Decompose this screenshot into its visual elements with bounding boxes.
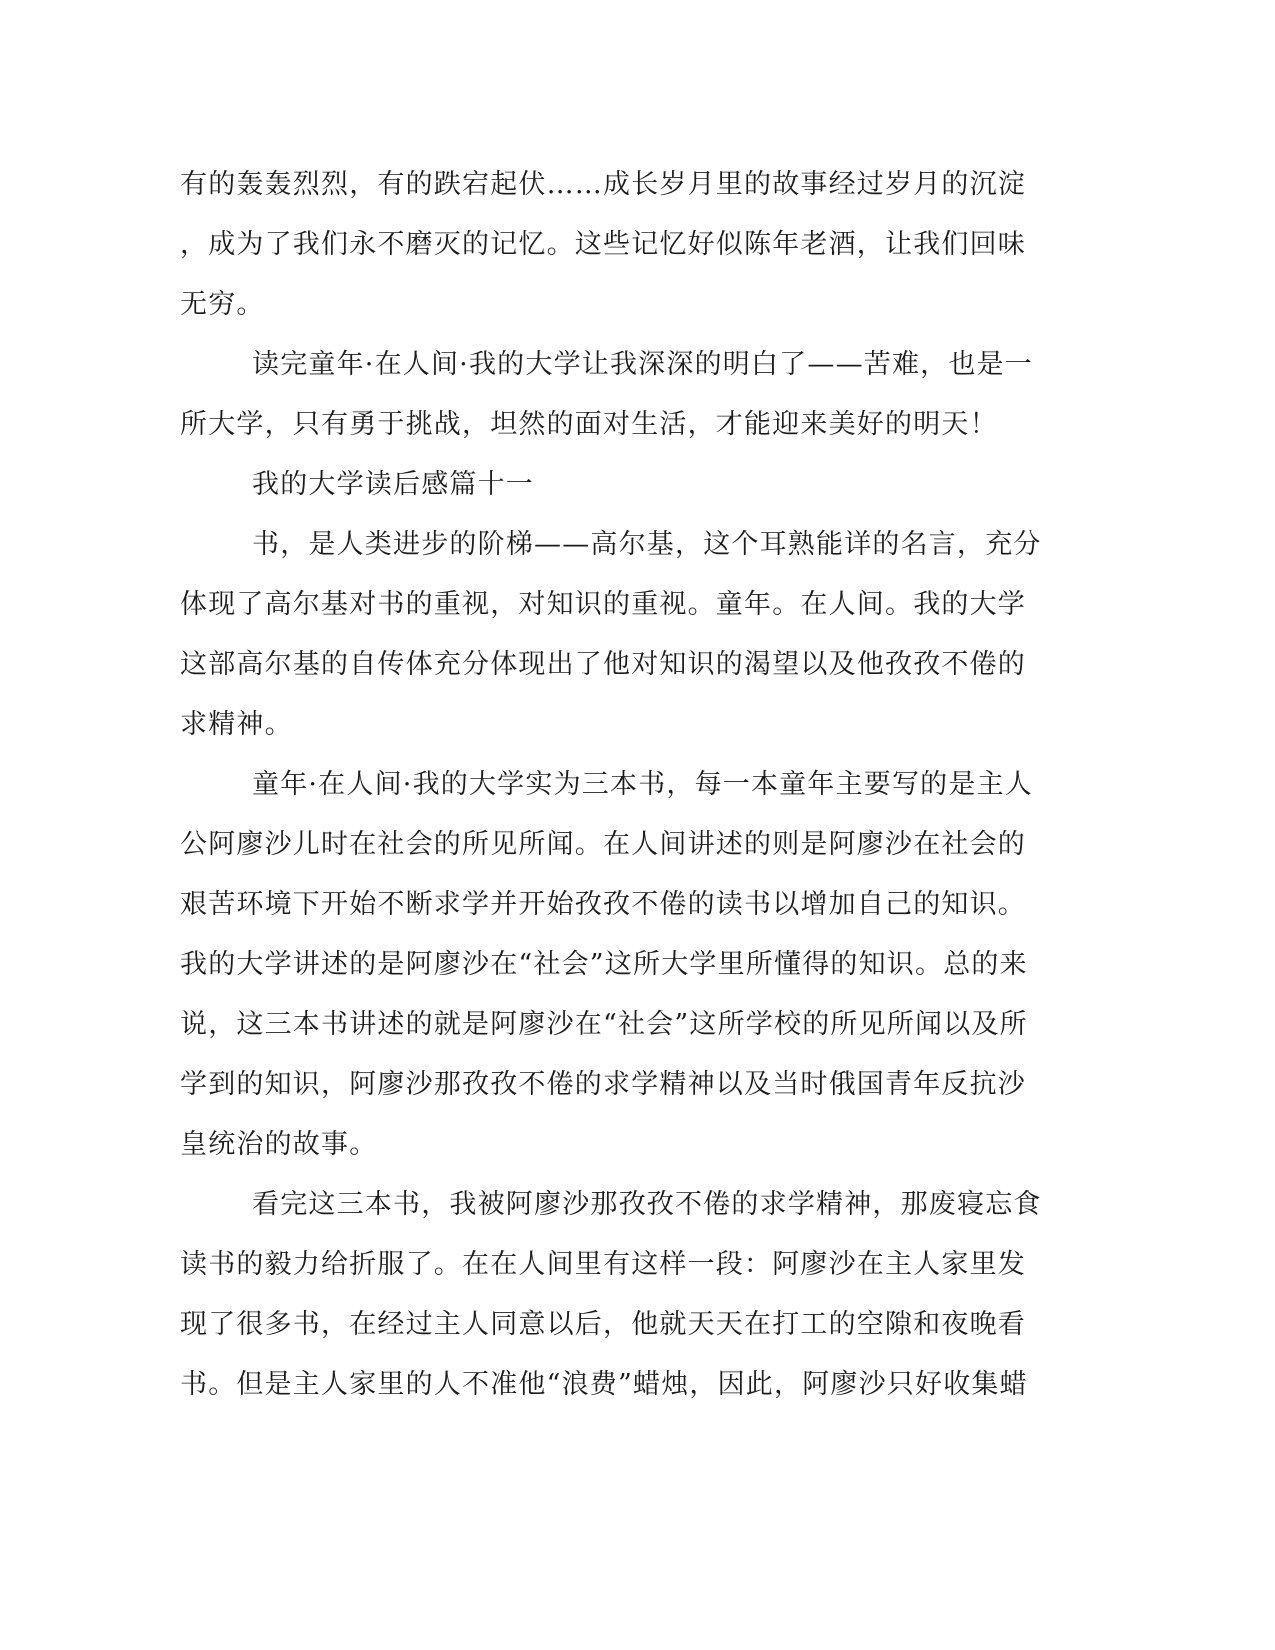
text-line: 皇统治的故事。: [180, 1129, 378, 1160]
body-text: [180, 155, 1042, 1415]
text-line: 体现了高尔基对书的重视，对知识的重视。童年。在人间。我的大学: [180, 589, 1026, 620]
paragraph-start-line: 童年·在人间·我的大学实为三本书，每一本童年主要写的是主人: [252, 769, 1033, 800]
text-line: 这部高尔基的自传体充分体现出了他对知识的渴望以及他孜孜不倦的: [180, 649, 1026, 680]
text-line: 现了很多书，在经过主人同意以后，他就天天在打工的空隙和夜晚看: [180, 1309, 1026, 1340]
paragraph-start-line: 读完童年·在人间·我的大学让我深深的明白了——苦难，也是一: [252, 349, 1033, 380]
text-line: 书。但是主人家里的人不准他“浪费”蜡烛，因此，阿廖沙只好收集蜡: [180, 1369, 1028, 1400]
text-line: 艰苦环境下开始不断求学并开始孜孜不倦的读书以增加自己的知识。: [180, 889, 1026, 920]
text-line: 求精神。: [180, 709, 293, 740]
text-line: 无穷。: [180, 289, 265, 320]
text-line: 有的轰轰烈烈，有的跌宕起伏……成长岁月里的故事经过岁月的沉淀: [180, 169, 1026, 200]
text-line: ，成为了我们永不磨灭的记忆。这些记忆好似陈年老酒，让我们回味: [180, 229, 1026, 260]
paragraph-start-line: 书，是人类进步的阶梯——高尔基，这个耳熟能详的名言，充分: [252, 529, 1042, 560]
text-line: 学到的知识，阿廖沙那孜孜不倦的求学精神以及当时俄国青年反抗沙: [180, 1069, 1026, 1100]
text-line: 所大学，只有勇于挑战，坦然的面对生活，才能迎来美好的明天！: [180, 409, 998, 440]
section-heading: 我的大学读后感篇十一: [252, 469, 534, 500]
text-line: 读书的毅力给折服了。在在人间里有这样一段：阿廖沙在主人家里发: [180, 1249, 1026, 1280]
paragraph-start-line: 看完这三本书，我被阿廖沙那孜孜不倦的求学精神，那废寝忘食: [252, 1189, 1042, 1220]
text-line: 我的大学讲述的是阿廖沙在“社会”这所大学里所懂得的知识。总的来: [180, 949, 1028, 980]
text-line: 公阿廖沙儿时在社会的所见所闻。在人间讲述的则是阿廖沙在社会的: [180, 829, 1026, 860]
text-line: 说，这三本书讲述的就是阿廖沙在“社会”这所学校的所见所闻以及所: [180, 1009, 1028, 1040]
